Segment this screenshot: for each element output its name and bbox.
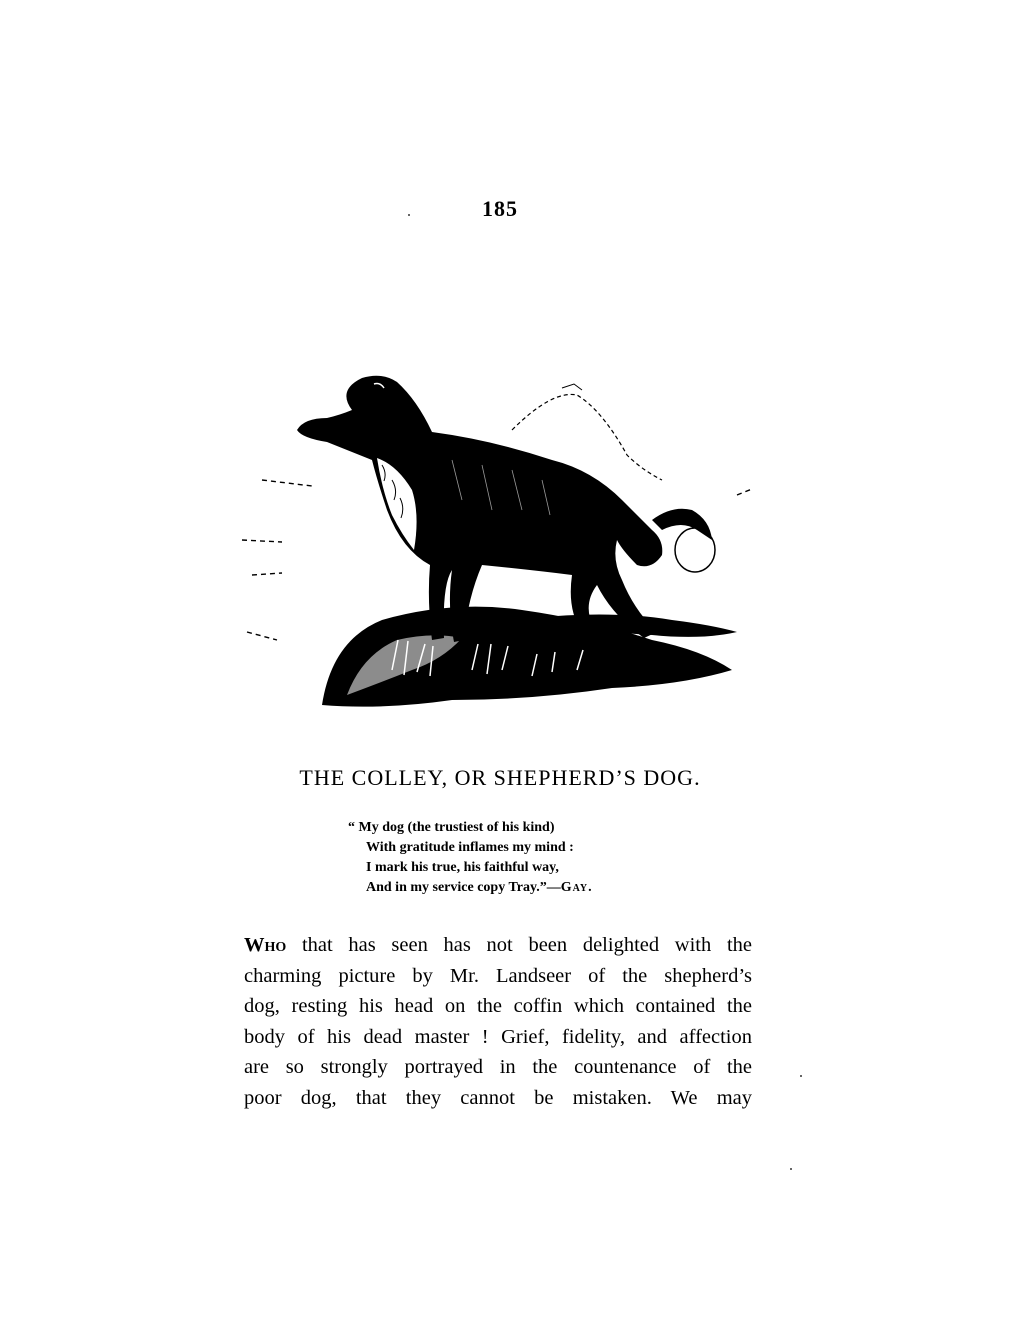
- body-line: charming picture by Mr. Landseer of the shepherd’s: [244, 964, 752, 987]
- epigraph-last-line: [348, 878, 593, 898]
- epigraph-line: “ My dog (the trustiest of his kind): [348, 820, 555, 835]
- body-line: [244, 930, 752, 961]
- body-line: dog, resting his head on the coffin which contained the: [244, 995, 752, 1017]
- scan-speck: [408, 214, 410, 216]
- dog-eye: [343, 404, 348, 409]
- page-number: 185: [482, 196, 518, 221]
- epigraph-attribution: Gay.: [560, 880, 593, 895]
- scan-speck: [790, 1168, 792, 1170]
- scan-speck: [800, 1075, 802, 1077]
- chapter-title: THE COLLEY, OR SHEPHERD’S DOG.: [299, 765, 701, 790]
- body-paragraph: [244, 930, 752, 1113]
- dog-body: [297, 376, 662, 642]
- epigraph-line: And in my service copy Tray.”—: [366, 880, 561, 895]
- epigraph: [348, 818, 593, 898]
- body-line: body of his dead master ! Grief, fidelity, and affection: [244, 1025, 752, 1048]
- epigraph-line: I mark his true, his faithful way,: [366, 860, 559, 875]
- hill-outline-2: [562, 384, 582, 390]
- body-line: are so strongly portrayed in the countenance of the: [244, 1056, 752, 1078]
- lead-word: Who: [244, 934, 287, 956]
- body-line: poor dog, that they cannot be mistaken. We may: [244, 1086, 752, 1109]
- epigraph-line: With gratitude inflames my mind :: [366, 840, 574, 855]
- colley-dog-illustration: [232, 370, 762, 730]
- body-line-text: that has seen has not been delighted with the: [286, 934, 752, 956]
